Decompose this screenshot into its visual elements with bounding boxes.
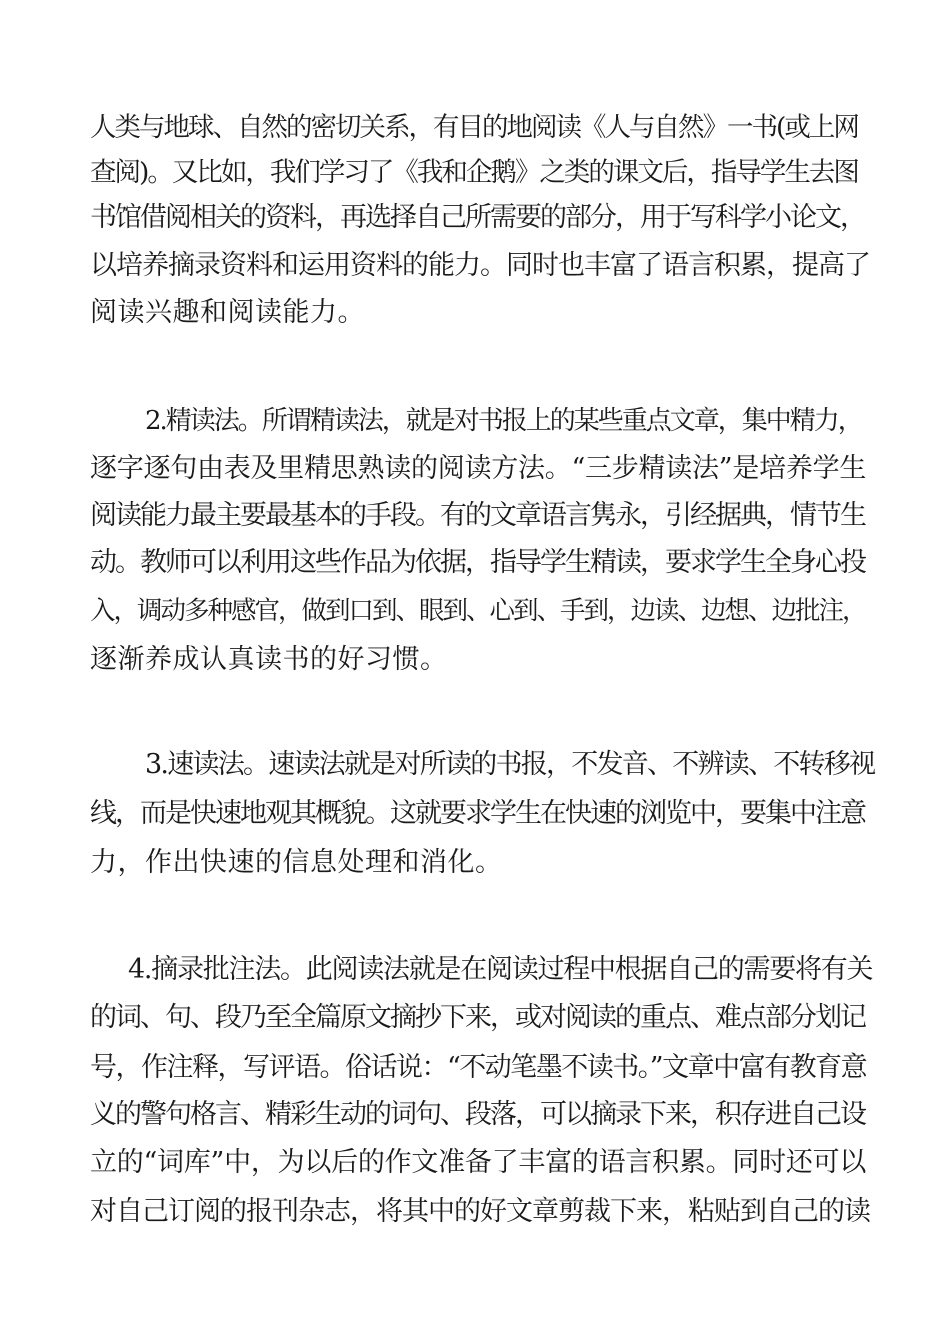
paragraph-1-line-4: 以培养摘录资料和运用资料的能力。同时也丰富了语言积累，提高了 bbox=[90, 250, 870, 281]
paragraph-4-line-2: 的词、句、段乃至全篇原文摘抄下来，或对阅读的重点、难点部分划记 bbox=[90, 1002, 865, 1033]
paragraph-4-line-3: 号，作注释，写评语。俗话说：“不动笔墨不读书。”文章中富有教育意 bbox=[90, 1052, 867, 1083]
paragraph-4-line-5: 立的“词库”中，为以后的作文准备了丰富的语言积累。同时还可以 bbox=[90, 1147, 867, 1178]
paragraph-4-line-6: 对自己订阅的报刊杂志，将其中的好文章剪裁下来，粘贴到自己的读 bbox=[90, 1196, 870, 1227]
paragraph-1-line-5: 阅读兴趣和阅读能力。 bbox=[90, 297, 365, 328]
paragraph-3-line-3: 力，作出快速的信息处理和消化。 bbox=[90, 847, 503, 878]
paragraph-1-line-2: 查阅)。又比如，我们学习了《我和企鹅》之类的课文后，指导学生去图 bbox=[90, 157, 858, 188]
paragraph-2-line-5: 入，调动多种感官，做到口到、眼到、心到、手到，边读、边想、边批注， bbox=[90, 596, 866, 626]
paragraph-2-line-3: 阅读能力最主要最基本的手段。有的文章语言隽永，引经据典，情节生 bbox=[90, 500, 865, 531]
paragraph-2-line-2: 逐字逐句由表及里精思熟读的阅读方法。“三步精读法”是培养学生 bbox=[90, 453, 867, 484]
paragraph-2-line-1: 2.精读法。所谓精读法，就是对书报上的某些重点文章，集中精力， bbox=[145, 406, 862, 436]
paragraph-1-line-1: 人类与地球、自然的密切关系，有目的地阅读《人与自然》一书(或上网 bbox=[90, 112, 858, 143]
paragraph-1-line-3: 书馆借阅相关的资料，再选择自己所需要的部分，用于写科学小论文， bbox=[90, 202, 865, 233]
paragraph-3-line-2: 线，而是快速地观其概貌。这就要求学生在快速的浏览中，要集中注意 bbox=[90, 798, 865, 829]
paragraph-2-line-4: 动。教师可以利用这些作品为依据，指导学生精读，要求学生全身心投 bbox=[90, 547, 865, 578]
paragraph-3-line-1: 3.速读法。速读法就是对所读的书报，不发音、不辨读、不转移视 bbox=[145, 749, 875, 780]
paragraph-4-line-1: 4.摘录批注法。此阅读法就是在阅读过程中根据自己的需要将有关 bbox=[128, 954, 873, 985]
paragraph-2-line-6: 逐渐养成认真读书的好习惯。 bbox=[90, 644, 448, 675]
paragraph-4-line-4: 义的警句格言、精彩生动的词句、段落，可以摘录下来，积存进自己设 bbox=[90, 1099, 865, 1130]
